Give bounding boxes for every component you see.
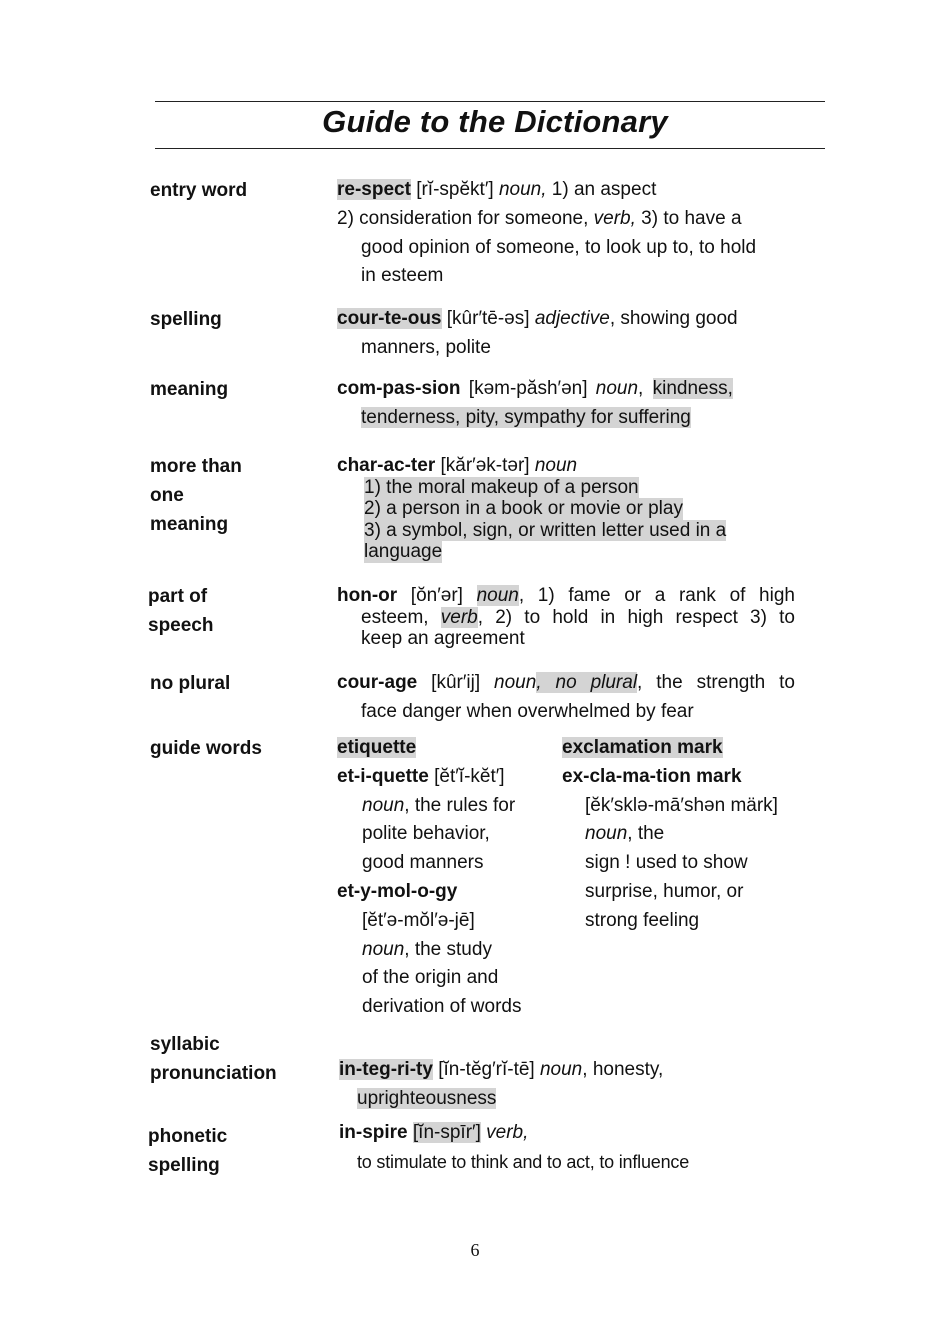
headword: et-y-mol-o-gy [337, 880, 458, 902]
label-line: more than [150, 456, 242, 477]
label-phonetic-spelling [148, 1122, 227, 1180]
pronunciation: [ĕt′ə-mŏl′ə-jē] [362, 909, 475, 931]
headword: cour-te-ous [337, 308, 442, 329]
guide-word: etiquette [337, 737, 417, 758]
definition: 1) an aspect [546, 179, 657, 200]
label-no-plural: no plural [150, 673, 231, 694]
label-line: meaning [150, 514, 229, 535]
page-title: Guide to the Dictionary [322, 104, 668, 139]
definition: face danger when overwhelmed by fear [361, 700, 694, 722]
part-of-speech: noun [362, 938, 405, 960]
definition: good manners [362, 852, 484, 874]
definition: to stimulate to think and to act, to influence [357, 1151, 690, 1172]
pronunciation: [kûr′ij] [417, 672, 495, 693]
entry-inspire [339, 1119, 797, 1177]
pronunciation: [kəm-păsh′ən] [460, 378, 596, 399]
headword: cour-age [337, 672, 418, 693]
headword: ex-cla-ma-tion mark [562, 765, 742, 787]
headword: hon-or [337, 585, 398, 606]
pronunciation: [kûr′tē-əs] [441, 308, 535, 329]
definition: kindness, [652, 378, 733, 399]
label-line: part of [148, 586, 208, 607]
part-of-speech: noun, [498, 179, 547, 200]
definition: good opinion of someone, to look up to, to hold [361, 236, 757, 258]
page-number: 6 [470, 1240, 480, 1260]
sense-1: 1) the moral makeup of a person [364, 476, 639, 498]
pronunciation: [rĭ-spĕkt′] [410, 179, 499, 200]
definition: , the study [404, 938, 492, 960]
label-line: pronunciation [150, 1063, 277, 1084]
definition: of the origin and [362, 967, 499, 989]
definition: , the [627, 823, 665, 845]
headword: et-i-quette [337, 765, 429, 787]
part-of-speech: adjective [534, 308, 610, 329]
part-of-speech: noun [539, 1059, 583, 1080]
label-guide-words: guide words [150, 738, 262, 759]
definition: sign ! used to show [585, 852, 748, 874]
label-syllabic-pronunciation [150, 1030, 277, 1088]
definition: , the strength to [637, 672, 795, 693]
entry-compassion [337, 375, 795, 433]
label-line: speech [148, 615, 214, 636]
label-line: syllabic [150, 1034, 220, 1055]
label-entry-word: entry word [150, 180, 248, 201]
no-plural-note: , no plural [536, 672, 638, 693]
pronunciation: [ĭn-tĕg′rĭ-tē] [432, 1059, 540, 1080]
title-underline-rule [155, 148, 825, 149]
definition: esteem, [361, 606, 441, 628]
guide-word: exclamation mark [562, 737, 723, 758]
headword: char-ac-ter [337, 455, 436, 476]
definition: 2) consideration for someone, [337, 207, 594, 229]
label-more-than-one-meaning [150, 452, 242, 539]
label-line: phonetic [148, 1126, 228, 1147]
part-of-speech: verb, [593, 207, 636, 229]
definition: keep an agreement [361, 628, 525, 650]
sense-2: 2) a person in a book or movie or play [364, 498, 683, 520]
definition: uprighteousness [357, 1087, 497, 1109]
pronunciation: [ĕk′sklə-mā′shən märk] [585, 794, 778, 816]
sense-3: 3) a symbol, sign, or written letter used in a [364, 519, 727, 541]
definition: in esteem [361, 265, 444, 287]
definition: tenderness, pity, sympathy for suffering [361, 406, 691, 428]
pronunciation: [ĕt′ĭ-kĕt′] [428, 765, 505, 787]
part-of-speech: noun [494, 672, 537, 693]
entry-respect [337, 176, 795, 291]
definition: strong feeling [585, 909, 700, 931]
pronunciation: [ĭn-spīr′] [412, 1122, 481, 1143]
headword: in-spire [339, 1122, 408, 1143]
part-of-speech: verb [440, 606, 478, 628]
definition: , honesty, [582, 1059, 664, 1080]
entry-courage [337, 669, 795, 727]
label-spelling: spelling [150, 309, 222, 330]
part-of-speech: noun [476, 585, 519, 606]
pronunciation: [ŏn′ər] [397, 585, 477, 606]
definition: , 1) fame or a rank of high [518, 585, 795, 606]
top-rule [155, 101, 825, 102]
entry-courteous [337, 305, 795, 363]
entry-honor [337, 585, 795, 650]
sense-3-continued: language [364, 541, 443, 563]
headword: re-spect [337, 179, 411, 200]
definition: polite behavior, [362, 823, 490, 845]
part-of-speech: noun [595, 378, 639, 399]
part-of-speech: noun [585, 823, 628, 845]
definition: , showing good [609, 308, 738, 329]
definition: , 2) to hold in high respect 3) to [477, 606, 795, 628]
headword: in-teg-ri-ty [339, 1059, 433, 1080]
definition: manners, polite [361, 336, 491, 358]
definition: 3) to have a [635, 207, 742, 229]
headword: com-pas-sion [337, 378, 461, 399]
definition: surprise, humor, or [585, 880, 744, 902]
label-part-of-speech [148, 582, 213, 640]
definition: derivation of words [362, 996, 522, 1018]
entry-integrity [339, 1056, 797, 1114]
definition: , the rules for [404, 794, 516, 816]
part-of-speech: verb, [486, 1122, 529, 1143]
part-of-speech: noun [534, 455, 578, 476]
label-line: one [150, 485, 184, 506]
label-line: spelling [148, 1155, 220, 1176]
part-of-speech: noun [362, 794, 405, 816]
separator: , [638, 378, 653, 399]
label-meaning: meaning [150, 379, 229, 400]
guide-words-right-column [562, 734, 802, 936]
pronunciation: [kăr′ək-tər] [435, 455, 535, 476]
entry-character [337, 455, 795, 563]
guide-words-left-column [337, 734, 557, 1022]
